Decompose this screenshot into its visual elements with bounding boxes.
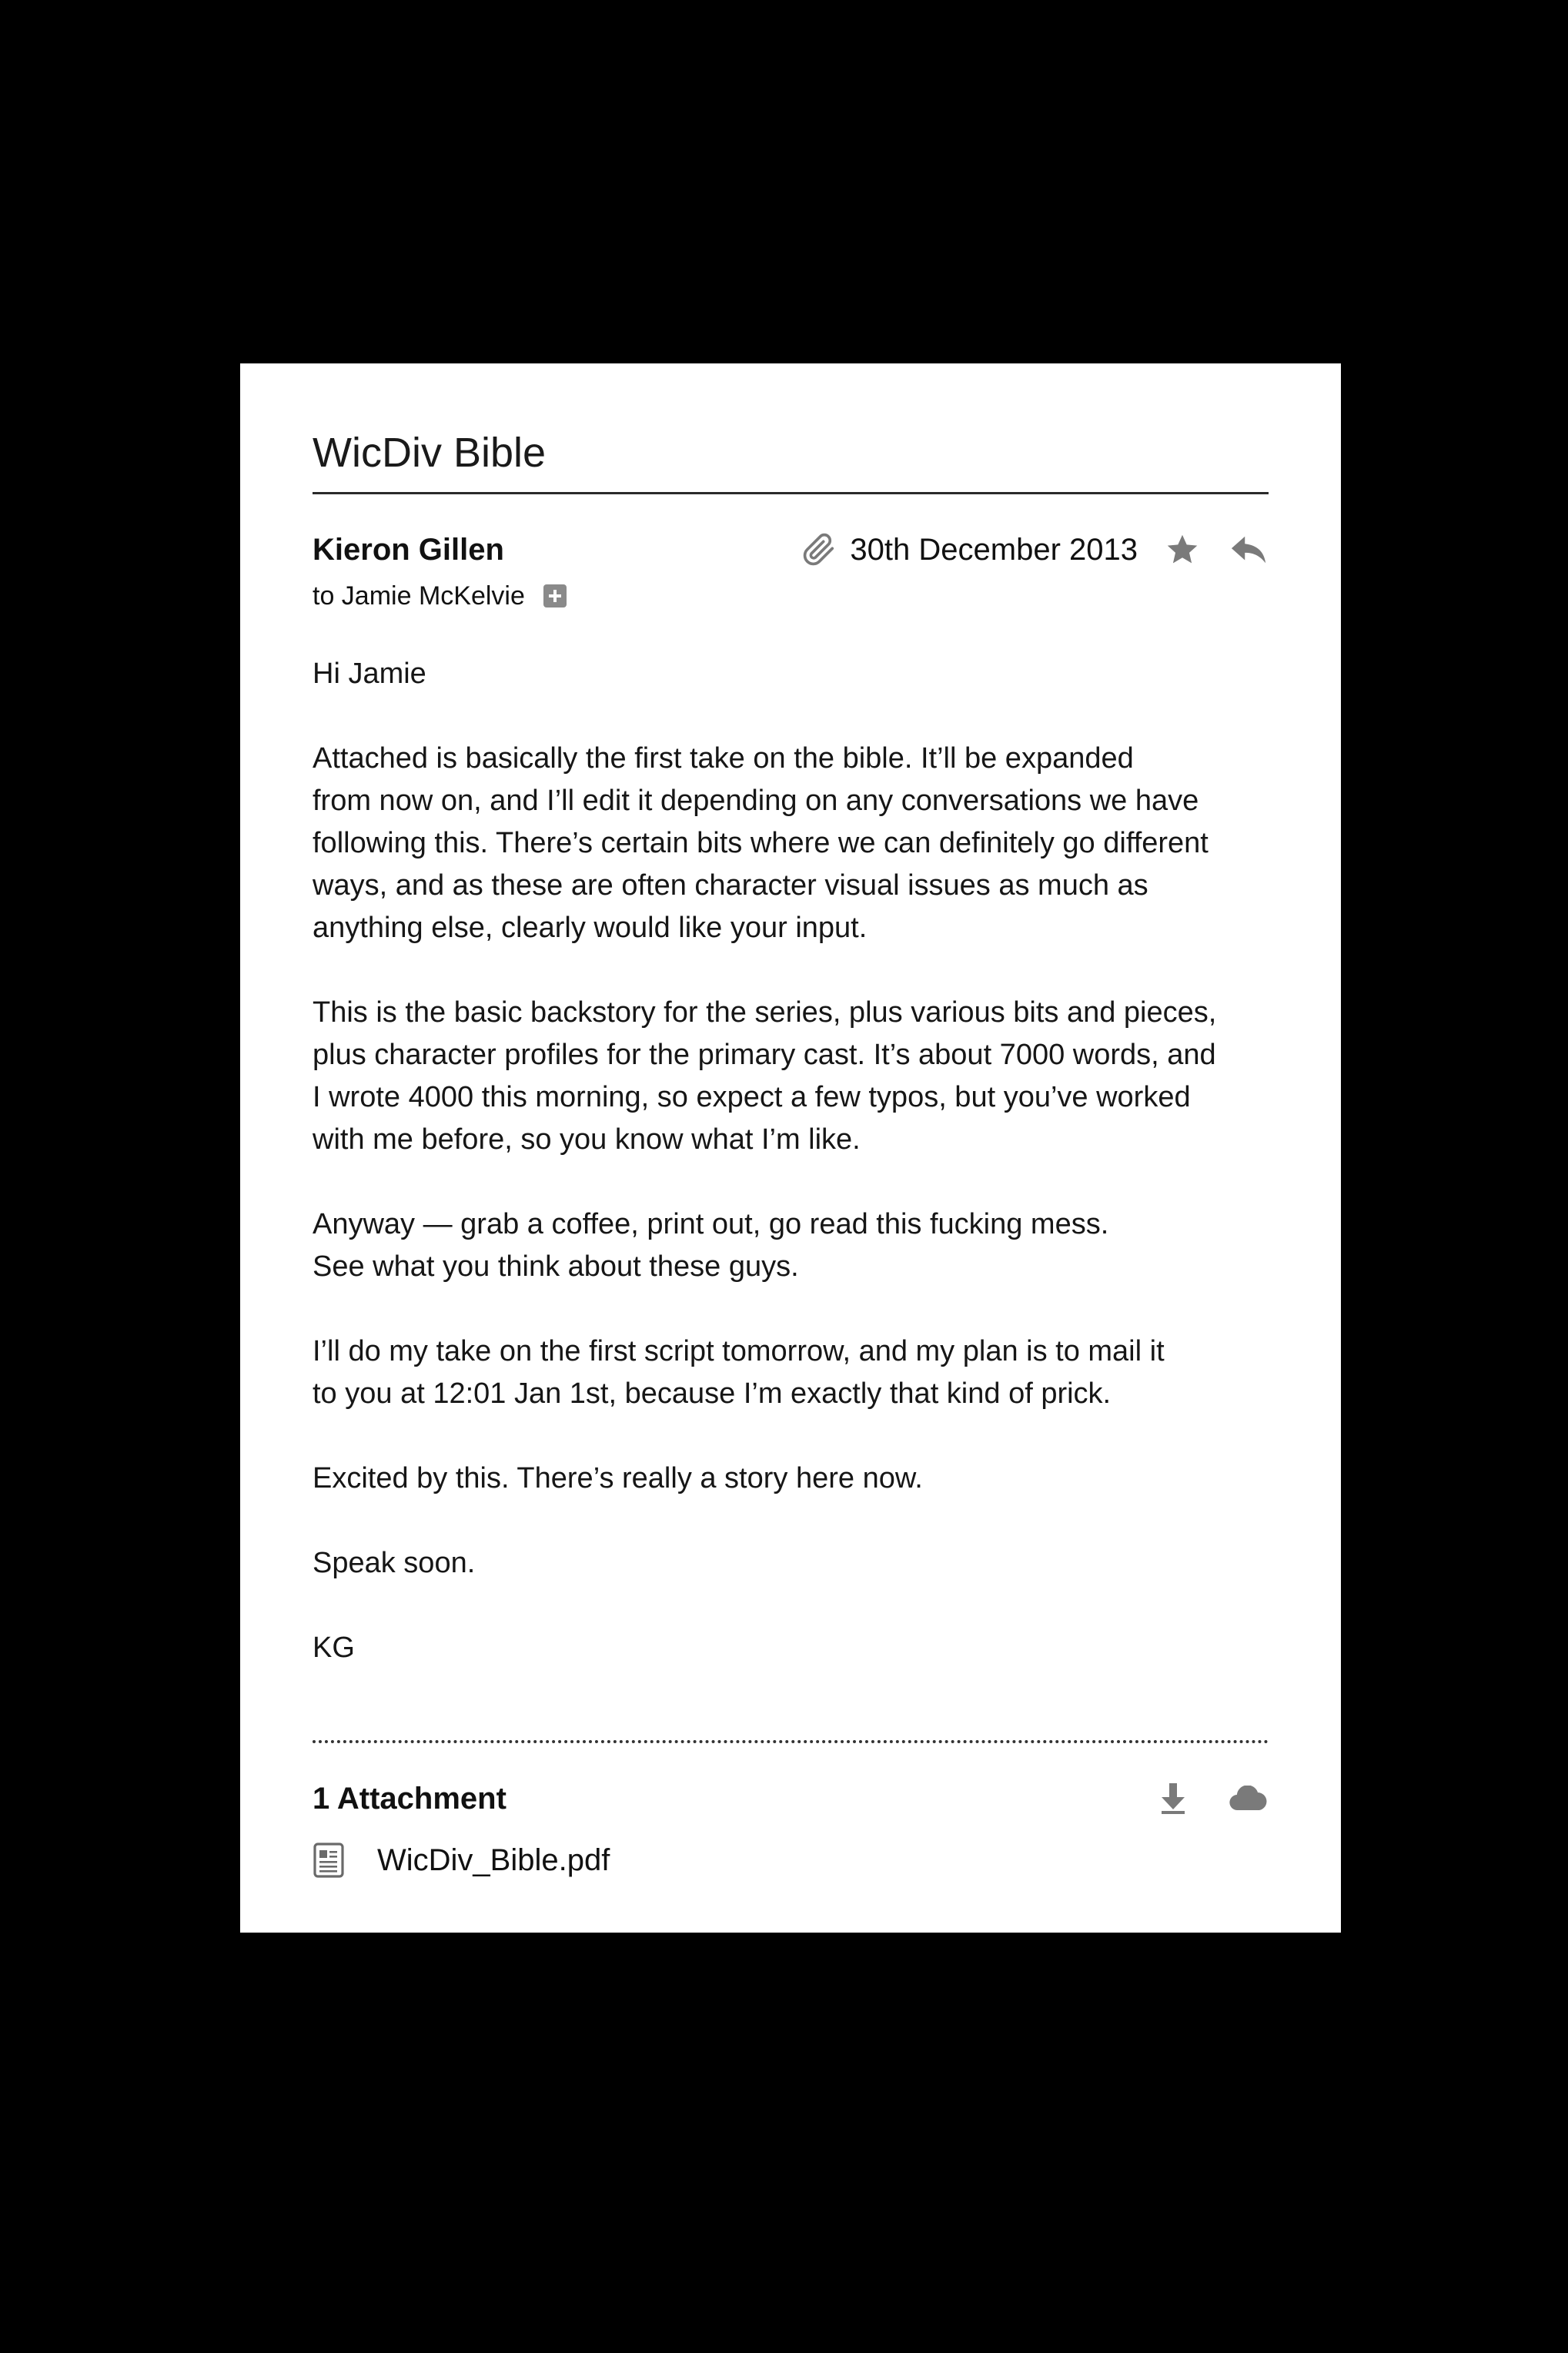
attachments-title: 1 Attachment — [313, 1782, 507, 1816]
body-paragraph: I’ll do my take on the first script tomorrow, and my plan is to mail it to you at 12:01 Jan 1st, because I’m exactly that kind of prick. — [313, 1335, 1165, 1410]
body-paragraph: Excited by this. There’s really a story here now. — [313, 1462, 923, 1494]
document-icon — [313, 1842, 345, 1879]
email-body — [313, 653, 1282, 1712]
star-icon[interactable] — [1165, 533, 1199, 567]
subject-divider — [313, 492, 1269, 494]
download-icon[interactable] — [1158, 1782, 1189, 1816]
recipient-label: to Jamie McKelvie — [313, 581, 525, 611]
cloud-icon[interactable] — [1229, 1783, 1269, 1814]
reply-icon[interactable] — [1230, 533, 1269, 567]
expand-recipients-button[interactable] — [543, 584, 567, 607]
email-subject: WicDiv Bible — [313, 430, 547, 476]
paperclip-icon[interactable] — [801, 531, 837, 568]
attachment-filename[interactable]: WicDiv_Bible.pdf — [377, 1843, 610, 1877]
signoff: KG — [313, 1632, 355, 1664]
email-meta — [801, 527, 1269, 573]
greeting: Hi Jamie — [313, 658, 426, 690]
body-paragraph: Attached is basically the first take on the bible. It’ll be expanded from now on, and I’ll edit it depending on any conversations we have following this. There’s certain bits where we can definitely go different ways, and as these are often character visual issues as much as anything else, clearly would like your input. — [313, 742, 1209, 944]
body-paragraph: Speak soon. — [313, 1547, 476, 1579]
email-date: 30th December 2013 — [850, 533, 1138, 567]
sender-name[interactable]: Kieron Gillen — [313, 533, 504, 567]
email-card — [240, 363, 1341, 1933]
body-paragraph: This is the basic backstory for the series, plus various bits and pieces, plus character profiles for the primary cast. It’s about 7000 words, and I wrote 4000 this morning, so expect a few typos, but you’ve worked with me before, so you know what I’m like. — [313, 996, 1217, 1156]
attachment-actions — [1158, 1777, 1269, 1820]
attachment-item[interactable] — [313, 1839, 610, 1882]
attachments-divider — [313, 1740, 1269, 1743]
recipient-row — [313, 579, 567, 613]
body-paragraph: Anyway — grab a coffee, print out, go read this fucking mess. See what you think about these guys. — [313, 1208, 1109, 1283]
